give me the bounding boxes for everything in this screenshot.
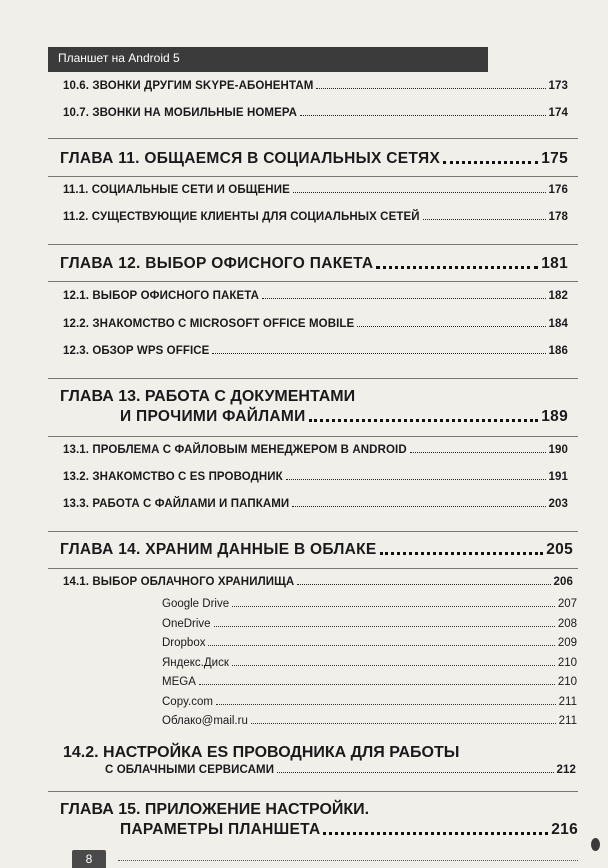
corner-ink-dot [591,838,600,851]
toc-entry-page: 174 [548,107,568,119]
toc-entry-13-2[interactable] [63,471,568,483]
toc-entry-14-1[interactable] [63,576,573,588]
dot-leader [323,832,548,835]
dot-leader [232,606,555,607]
toc-entry-title-line2: С ОБЛАЧНЫМИ СЕРВИСАМИ [105,764,275,776]
toc-entry-title: 14.1. ВЫБОР ОБЛАЧНОГО ХРАНИЛИЩА [63,576,295,588]
dot-leader [208,645,554,646]
toc-chapter-13[interactable] [60,388,568,426]
chapter-title-line1: ГЛАВА 15. ПРИЛОЖЕНИЕ НАСТРОЙКИ. [60,801,370,818]
toc-entry-page: 178 [548,211,568,223]
dot-leader [214,626,555,627]
dot-leader [292,506,545,507]
dot-leader [380,552,544,555]
service-name: MEGA [162,676,196,688]
toc-service-onedrive[interactable] [162,618,577,630]
dot-leader [262,298,545,299]
dot-leader [410,452,546,453]
dot-leader [443,161,538,164]
toc-entry-page: 206 [553,576,573,588]
toc-entry-title: 11.1. СОЦИАЛЬНЫЕ СЕТИ И ОБЩЕНИЕ [63,184,290,196]
dot-leader [199,684,555,685]
chapter-title: ГЛАВА 12. ВЫБОР ОФИСНОГО ПАКЕТА [60,255,374,272]
toc-entry-page: 212 [556,764,576,776]
toc-entry-page: 190 [548,444,568,456]
service-page: 209 [557,637,577,649]
toc-entry-page: 173 [548,80,568,92]
toc-service-dropbox[interactable] [162,637,577,649]
toc-entry-10-6[interactable] [63,80,568,92]
toc-chapter-12[interactable] [60,255,568,273]
dot-leader [277,772,553,773]
dot-leader [232,665,555,666]
toc-entry-title: 12.2. ЗНАКОМСТВО С MICROSOFT OFFICE MOBILE [63,318,355,330]
service-name: Google Drive [162,598,230,610]
service-page: 207 [557,598,577,610]
toc-entry-14-2[interactable] [63,744,576,776]
toc-service-oblako-mail-ru[interactable] [162,715,577,727]
dot-leader [216,704,556,705]
toc-entry-title: 13.1. ПРОБЛЕМА С ФАЙЛОВЫМ МЕНЕДЖЕРОМ В ANDROID [63,444,407,456]
chapter-page: 205 [546,541,573,558]
toc-entry-title: 13.2. ЗНАКОМСТВО С ES ПРОВОДНИК [63,471,283,483]
toc-chapter-15[interactable] [60,801,578,839]
toc-entry-title: 12.3. ОБЗОР WPS OFFICE [63,345,210,357]
toc-service-yandex-disk[interactable] [162,657,577,669]
toc-entry-page: 203 [548,498,568,510]
toc-entry-title: 11.2. СУЩЕСТВУЮЩИЕ КЛИЕНТЫ ДЛЯ СОЦИАЛЬНЫХ СЕТЕЙ [63,211,420,223]
section-divider [48,531,578,532]
service-page: 208 [557,618,577,630]
chapter-page: 181 [541,255,568,272]
chapter-title: ГЛАВА 11. ОБЩАЕМСЯ В СОЦИАЛЬНЫХ СЕТЯХ [60,150,441,167]
section-divider [48,568,578,569]
dot-leader [297,584,550,585]
dot-leader [376,266,538,269]
section-divider [48,176,578,177]
toc-entry-11-2[interactable] [63,211,568,223]
toc-entry-11-1[interactable] [63,184,568,196]
section-divider [48,436,578,437]
toc-entry-page: 176 [548,184,568,196]
toc-entry-title: 12.1. ВЫБОР ОФИСНОГО ПАКЕТА [63,290,260,302]
section-divider [48,378,578,379]
dot-leader [286,479,546,480]
service-name: Яндекс.Диск [162,657,229,669]
page-number: 8 [72,850,106,868]
toc-service-mega[interactable] [162,676,577,688]
chapter-title-line2: И ПРОЧИМИ ФАЙЛАМИ [120,408,306,425]
service-page: 211 [558,715,577,727]
chapter-title-line2: ПАРАМЕТРЫ ПЛАНШЕТА [120,821,321,838]
toc-chapter-14[interactable] [60,541,573,559]
service-name: Copy.com [162,696,213,708]
section-divider [48,281,578,282]
toc-entry-12-3[interactable] [63,345,568,357]
section-divider [48,138,578,139]
toc-chapter-11[interactable] [60,150,568,168]
toc-entry-page: 184 [548,318,568,330]
service-name: Облако@mail.ru [162,715,248,727]
toc-entry-13-1[interactable] [63,444,568,456]
book-title: Планшет на Android 5 [58,51,180,65]
toc-entry-13-3[interactable] [63,498,568,510]
service-page: 210 [557,676,577,688]
toc-entry-page: 186 [548,345,568,357]
dot-leader [316,88,545,89]
dot-leader [309,419,539,422]
dot-leader [293,192,546,193]
toc-entry-12-2[interactable] [63,318,568,330]
toc-entry-page: 191 [548,471,568,483]
toc-entry-title-line1: 14.2. НАСТРОЙКА ES ПРОВОДНИКА ДЛЯ РАБОТЫ [63,744,460,761]
section-divider [48,244,578,245]
dot-leader [300,115,545,116]
chapter-page: 216 [551,821,578,838]
toc-entry-10-7[interactable] [63,107,568,119]
toc-entry-12-1[interactable] [63,290,568,302]
toc-entry-page: 182 [548,290,568,302]
toc-service-copy-com[interactable] [162,696,577,708]
chapter-page: 189 [541,408,568,425]
service-name: Dropbox [162,637,206,649]
chapter-page: 175 [541,150,568,167]
toc-service-google-drive[interactable] [162,598,577,610]
dot-leader [251,723,556,724]
footer-dot-leader [118,860,578,861]
dot-leader [357,326,545,327]
service-page: 211 [558,696,577,708]
chapter-title-line1: ГЛАВА 13. РАБОТА С ДОКУМЕНТАМИ [60,388,356,405]
service-name: OneDrive [162,618,211,630]
section-divider [48,791,578,792]
dot-leader [212,353,545,354]
dot-leader [423,219,546,220]
toc-entry-title: 13.3. РАБОТА С ФАЙЛАМИ И ПАПКАМИ [63,498,290,510]
toc-entry-title: 10.6. ЗВОНКИ ДРУГИМ SKYPE-АБОНЕНТАМ [63,80,314,92]
service-page: 210 [557,657,577,669]
toc-entry-title: 10.7. ЗВОНКИ НА МОБИЛЬНЫЕ НОМЕРА [63,107,298,119]
chapter-title: ГЛАВА 14. ХРАНИМ ДАННЫЕ В ОБЛАКЕ [60,541,377,558]
